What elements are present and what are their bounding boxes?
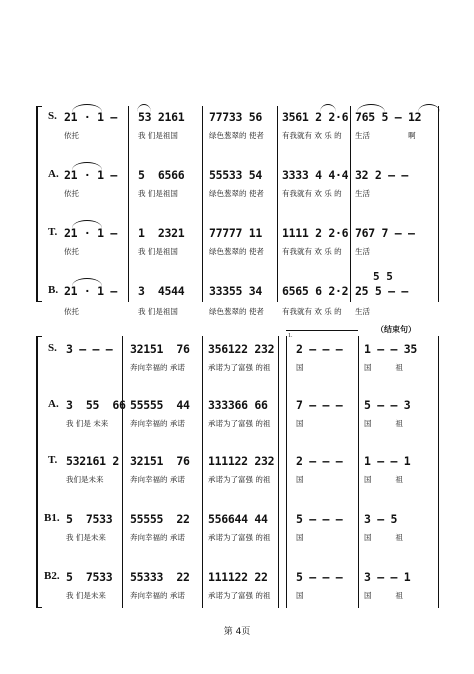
measure-lyrics: 国 祖: [364, 591, 403, 600]
measure-notes: 5 — — —: [296, 512, 343, 526]
measure-lyrics: 依托: [64, 307, 79, 316]
notes-line: [42, 454, 439, 468]
measure-lyrics: 我 们是 未来: [66, 419, 109, 428]
measure-notes: 5 — — —: [296, 570, 343, 584]
measure-notes: 2 — — —: [296, 342, 343, 356]
upper-voice-notes: 5 5: [373, 270, 393, 283]
measure-notes: 333366 66: [208, 398, 268, 412]
voice-label: B1.: [44, 512, 60, 524]
lyrics-line: [42, 362, 439, 374]
measure-lyrics: 我 们是未来: [66, 533, 106, 542]
voice-label: A.: [48, 398, 59, 410]
measure-notes: 77733 56: [209, 110, 262, 124]
measure-lyrics: 生活: [355, 247, 370, 256]
measure-notes: 3 55 66: [66, 398, 126, 412]
measure-notes: 1 — — 1: [364, 454, 411, 468]
measure-notes: 55555 44: [130, 398, 190, 412]
slur: [357, 104, 385, 112]
measure-lyrics: 承诺为了富强 的祖: [208, 363, 271, 372]
lyrics-line: [42, 474, 439, 486]
measure-lyrics: 国: [296, 419, 304, 428]
measure-lyrics: 国 祖: [364, 533, 403, 542]
measure-lyrics: 生活 啊: [355, 131, 416, 140]
measure-notes: 3 4544: [138, 284, 185, 298]
measure-notes: 111122 22: [208, 570, 268, 584]
measure-lyrics: 奔向幸福的 承诺: [130, 475, 185, 484]
notes-line: [42, 342, 439, 356]
voice-label: S.: [48, 110, 57, 122]
measure-lyrics: 承诺为了富强 的祖: [208, 591, 271, 600]
notes-line: [42, 110, 439, 124]
measure-lyrics: 有我就有 欢 乐 的: [282, 307, 342, 316]
measure-lyrics: 绿色葱翠的 使者: [209, 247, 264, 256]
measure-lyrics: 承诺为了富强 的祖: [208, 475, 271, 484]
slur: [72, 220, 102, 228]
voice-label: T.: [48, 454, 58, 466]
notes-line: [42, 398, 439, 412]
measure-notes: 3333 4 4·4: [282, 168, 349, 182]
measure-lyrics: 生活: [355, 307, 370, 316]
measure-notes: 5 7533: [66, 570, 113, 584]
slur: [72, 278, 102, 286]
notes-line: [42, 284, 439, 298]
notes-line: [42, 570, 439, 584]
lyrics-line: [42, 246, 439, 258]
measure-notes: 111122 232: [208, 454, 275, 468]
barline: [202, 336, 203, 608]
measure-notes: 1 — — 35: [364, 342, 417, 356]
measure-notes: 21 · 1 —: [64, 226, 117, 240]
measure-notes: 21 · 1 —: [64, 168, 117, 182]
measure-notes: 55533 54: [209, 168, 262, 182]
measure-notes: 3 — — —: [66, 342, 113, 356]
slur: [137, 104, 151, 112]
measure-lyrics: 生活: [355, 189, 370, 198]
measure-lyrics: 绿色葱翠的 使者: [209, 307, 264, 316]
measure-notes: 1111 2 2·6: [282, 226, 349, 240]
slur: [72, 104, 102, 112]
measure-lyrics: 我 们是祖国: [138, 189, 178, 198]
slur: [320, 104, 336, 112]
lyrics-line: [42, 130, 439, 142]
measure-lyrics: 绿色葱翠的 使者: [209, 131, 264, 140]
voice-label: A.: [48, 168, 59, 180]
measure-notes: 3 — — 1: [364, 570, 411, 584]
measure-lyrics: 我 们是祖国: [138, 247, 178, 256]
measure-notes: 356122 232: [208, 342, 275, 356]
measure-lyrics: 承诺为了富强 的祖: [208, 419, 271, 428]
measure-lyrics: 国 祖: [364, 475, 403, 484]
measure-lyrics: 奔向幸福的 承诺: [130, 533, 185, 542]
measure-notes: 25 5 — —: [355, 284, 408, 298]
measure-lyrics: 国: [296, 591, 304, 600]
measure-notes: 6565 6 2·2: [282, 284, 349, 298]
measure-lyrics: 我 们是祖国: [138, 131, 178, 140]
barline: [278, 336, 279, 608]
measure-notes: 5 — — 3: [364, 398, 411, 412]
barline: [122, 336, 123, 608]
measure-lyrics: 我 们是祖国: [138, 307, 178, 316]
lyrics-line: [42, 532, 439, 544]
measure-notes: 767 7 — —: [355, 226, 415, 240]
barline: [286, 336, 287, 608]
measure-notes: 32151 76: [130, 454, 190, 468]
notes-line: [42, 226, 439, 240]
lyrics-line: [42, 590, 439, 602]
measure-notes: 5 6566: [138, 168, 185, 182]
measure-lyrics: 国 祖: [364, 419, 403, 428]
measure-lyrics: 奔向幸福的 承诺: [130, 591, 185, 600]
measure-notes: 33355 34: [209, 284, 262, 298]
measure-lyrics: 有我就有 欢 乐 的: [282, 131, 342, 140]
slur: [72, 162, 102, 170]
measure-lyrics: 我 们是未来: [66, 591, 106, 600]
lyrics-line: [42, 306, 439, 318]
measure-notes: 21 · 1 —: [64, 284, 117, 298]
volta-number: 1.: [288, 333, 293, 339]
voice-label: B.: [48, 284, 59, 296]
measure-notes: 3561 2 2·6: [282, 110, 349, 124]
page-number: 第 4页: [223, 627, 251, 637]
measure-notes: 1 2321: [138, 226, 185, 240]
measure-lyrics: 国: [296, 533, 304, 542]
measure-lyrics: 承诺为了富强 的祖: [208, 533, 271, 542]
barline: [438, 336, 439, 608]
score-system-1: [42, 106, 439, 316]
slur: [418, 104, 440, 112]
measure-lyrics: 我们是未来: [66, 475, 104, 484]
measure-lyrics: 国 祖: [364, 363, 403, 372]
voice-label: S.: [48, 342, 57, 354]
measure-notes: 532161 2: [66, 454, 119, 468]
measure-notes: 2 — — —: [296, 454, 343, 468]
measure-notes: 5 7533: [66, 512, 113, 526]
notes-line: [42, 512, 439, 526]
measure-notes: 3 — 5: [364, 512, 398, 526]
measure-notes: 53 2161: [138, 110, 185, 124]
measure-notes: 32 2 — —: [355, 168, 408, 182]
measure-notes: 55555 22: [130, 512, 190, 526]
measure-lyrics: 依托: [64, 247, 79, 256]
measure-lyrics: 奔向幸福的 承诺: [130, 419, 185, 428]
measure-notes: 765 5 — 12: [355, 110, 422, 124]
notes-line: [42, 168, 439, 182]
measure-notes: 55333 22: [130, 570, 190, 584]
measure-notes: 77777 11: [209, 226, 262, 240]
barline: [358, 336, 359, 608]
measure-notes: 556644 44: [208, 512, 268, 526]
measure-lyrics: 依托: [64, 131, 79, 140]
measure-notes: 21 · 1 —: [64, 110, 117, 124]
volta-bracket: [286, 330, 358, 331]
measure-lyrics: 有我就有 欢 乐 的: [282, 247, 342, 256]
measure-lyrics: 奔向幸福的 承诺: [130, 363, 185, 372]
lyrics-line: [42, 418, 439, 430]
voice-label: T.: [48, 226, 58, 238]
measure-notes: 7 — — —: [296, 398, 343, 412]
measure-lyrics: 绿色葱翠的 使者: [209, 189, 264, 198]
measure-lyrics: 国: [296, 475, 304, 484]
measure-notes: 32151 76: [130, 342, 190, 356]
ending-tag: （结束句）: [376, 325, 416, 334]
lyrics-line: [42, 188, 439, 200]
measure-lyrics: 依托: [64, 189, 79, 198]
measure-lyrics: 有我就有 欢 乐 的: [282, 189, 342, 198]
voice-label: B2.: [44, 570, 60, 582]
measure-lyrics: 国: [296, 363, 304, 372]
score-system-2: [42, 325, 439, 608]
